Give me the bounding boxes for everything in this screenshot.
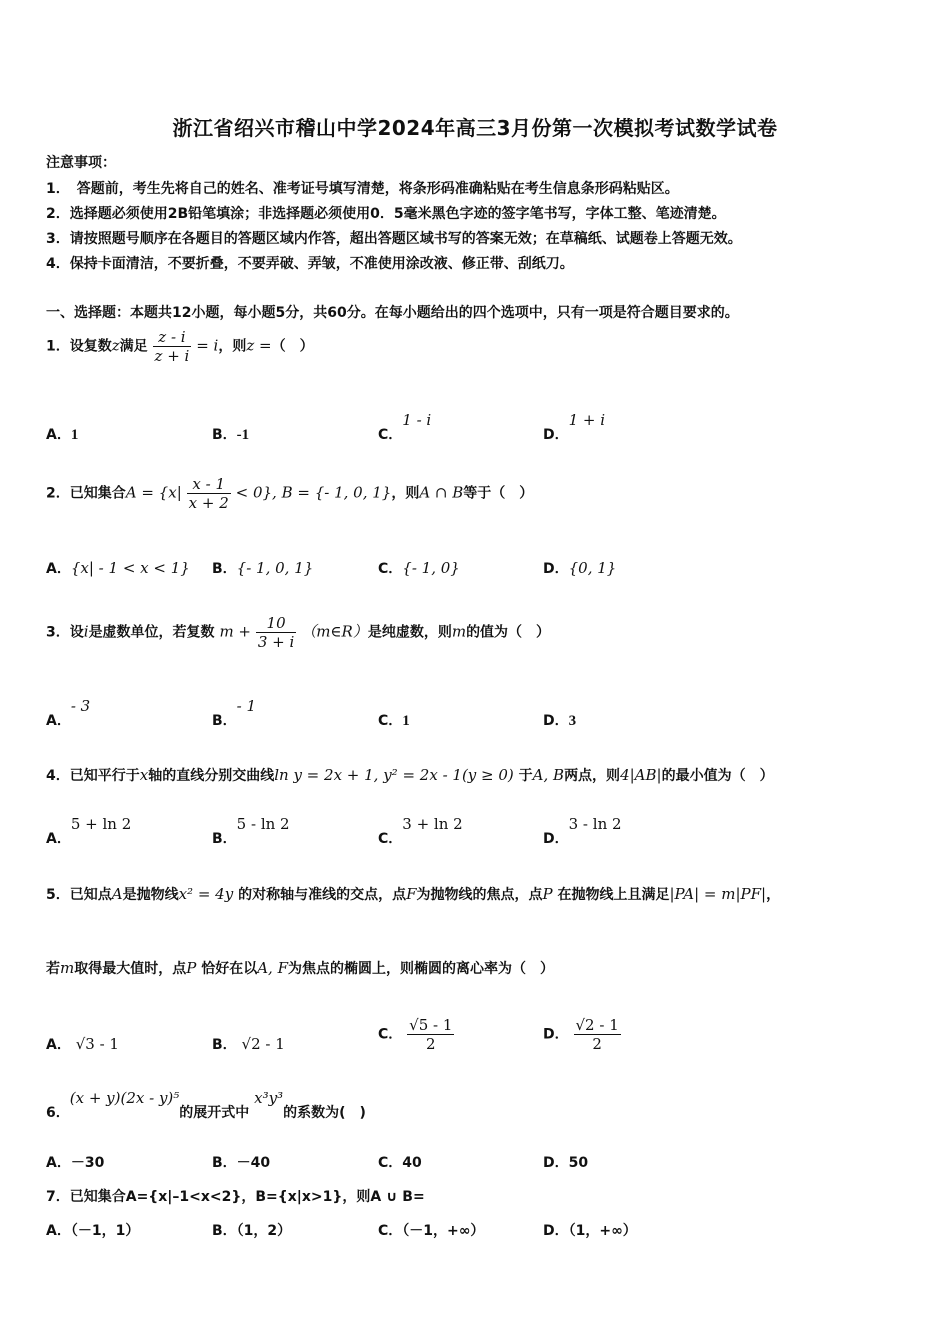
option-c: C．{- 1, 0} [378,559,460,577]
option-b: B．－40 [212,1155,271,1171]
notice-item: 1． 答题前，考生先将自己的姓名、准考证号填写清楚，将条形码准确粘贴在考生信息条形码粘贴区。 [46,181,679,197]
option-d: D． $\frac{√2 - 1}{2}$ [543,1016,619,1053]
option-a: A． √3 - 1 [46,1035,119,1053]
question-3: 3．设i是虚数单位，若复数 m + $\frac{10}{3 + i}$ （m∈R）是纯虚数，则m的值为（ ） [46,614,551,651]
question-6: 6．(x + y)(2x - y)⁵的展开式中 x³y³的系数为( ) [46,1089,366,1121]
option-b: B． √2 - 1 [212,1035,285,1053]
option-d: D．{0, 1} [543,559,617,577]
option-c: C．（－1，+∞） [378,1223,485,1239]
option-b: B．（1，2） [212,1223,292,1239]
question-7: 7．已知集合A={x|–1<x<2}，B={x|x>1}，则A ∪ B= [46,1189,425,1205]
option-a: A．－30 [46,1155,105,1171]
option-d: D．（1，+∞） [543,1223,637,1239]
question-5-continued: 若m取得最大值时，点P 恰好在以A, F为焦点的椭圆上，则椭圆的离心率为（ ） [46,959,554,977]
option-d: D．50 [543,1155,589,1171]
fraction: $\frac{√2 - 1}{2}$ [575,1016,619,1053]
option-c: C．1 - i [378,411,432,443]
option-c: C．3 + ln 2 [378,815,463,847]
fraction: $\frac{x - 1}{x + 2}$ [188,475,229,512]
option-a: A．1 [46,427,79,443]
question-4: 4．已知平行于x轴的直线分别交曲线ln y = 2x + 1, y² = 2x - 1(y ≥ 0) 于A, B两点，则4|AB|的最小值为（ ） [46,766,774,784]
fraction: $\frac{10}{3 + i}$ [257,614,295,651]
option-a: A．{x| - 1 < x < 1} [46,559,190,577]
notice-item: 3．请按照题号顺序在各题目的答题区域内作答，超出答题区域书写的答案无效；在草稿纸、试题卷上答题无效。 [46,231,742,247]
option-c: C．40 [378,1155,422,1171]
question-1: 1．设复数z满足 $\frac{z - i}{z + i}$ = i，则z =（ ） [46,328,314,365]
option-b: B．- 1 [212,697,257,729]
option-b: B．5 - ln 2 [212,815,290,847]
option-c: C．1 [378,713,410,729]
notice-item: 2．选择题必须使用2B铅笔填涂；非选择题必须使用0．5毫米黑色字迹的签字笔书写，字体工整、笔迹清楚。 [46,206,726,222]
section-heading: 一、选择题：本题共12小题，每小题5分，共60分。在每小题给出的四个选项中，只有一项是符合题目要求的。 [46,305,739,321]
notice-heading: 注意事项： [46,155,116,171]
option-b: B．{- 1, 0, 1} [212,559,314,577]
option-d: D．3 [543,713,577,729]
notice-item: 4．保持卡面清洁，不要折叠，不要弄破、弄皱，不准使用涂改液、修正带、刮纸刀。 [46,256,574,272]
option-d: D．3 - ln 2 [543,815,622,847]
option-a: A．（－1，1） [46,1223,140,1239]
page-title: 浙江省绍兴市稽山中学2024年高三3月份第一次模拟考试数学试卷 [172,116,778,140]
option-b: B．-1 [212,427,250,443]
option-c: C． $\frac{√5 - 1}{2}$ [378,1016,453,1053]
option-d: D．1 + i [543,411,606,443]
option-a: A．- 3 [46,697,91,729]
fraction: $\frac{√5 - 1}{2}$ [409,1016,453,1053]
question-5: 5．已知点A是抛物线x² = 4y 的对称轴与准线的交点，点F为抛物线的焦点，点P 在抛物线上且满足|PA| = m|PF|， [46,885,781,903]
option-a: A．5 + ln 2 [46,815,132,847]
question-2: 2．已知集合A = {x| $\frac{x - 1}{x + 2}$ < 0}, B = {- 1, 0, 1}，则A ∩ B等于（ ） [46,475,534,512]
fraction: $\frac{z - i}{z + i}$ [154,328,190,365]
